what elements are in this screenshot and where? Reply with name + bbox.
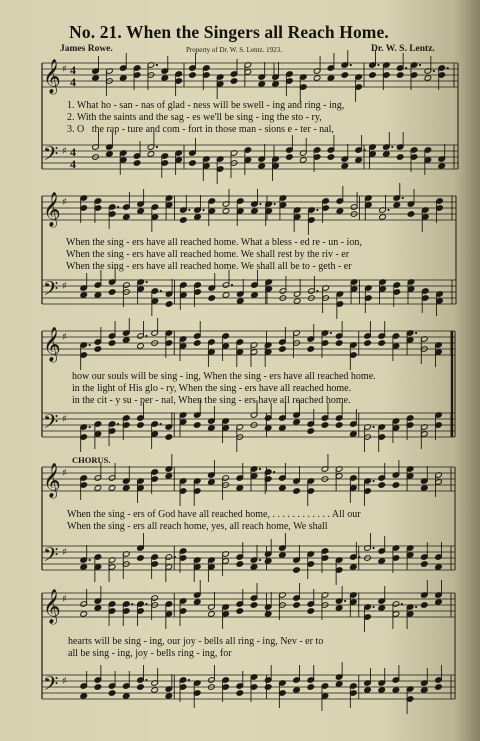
lyricist-credit: James Rowe. <box>60 44 113 54</box>
key-signature-sharp: ♯ <box>62 594 67 605</box>
note-head <box>393 202 401 209</box>
note-head <box>396 72 404 79</box>
note-head <box>279 346 287 353</box>
note-head <box>364 687 372 694</box>
note-head <box>327 75 335 82</box>
note-head <box>133 160 141 167</box>
note-head <box>108 485 116 492</box>
note-head <box>137 422 145 429</box>
lyric-chorus-line2-bass: all be sing - ing, joy - bells ring - ing, for <box>68 648 232 659</box>
dot <box>433 70 435 72</box>
note-head <box>147 151 155 158</box>
note-head <box>161 75 169 82</box>
note-head <box>137 343 145 350</box>
lyric-verse3-line1: 3. O the rap - ture and com - fort in those man - sions e - ter - nal, <box>67 124 334 135</box>
note-head <box>420 687 428 694</box>
note-head <box>208 295 216 302</box>
note-head <box>335 605 343 612</box>
note-head <box>378 482 386 489</box>
note-head <box>293 419 301 426</box>
copyright-notice: Property of Dr. W. S. Lentz. 1923. <box>186 46 282 54</box>
key-signature-sharp: ♯ <box>62 281 67 292</box>
note-head <box>341 163 349 170</box>
lyric-chorus-line1-bass: When the sing - ers all reach home, yes, all reach home, We shall <box>67 521 328 532</box>
note-head <box>383 151 391 158</box>
dot <box>259 468 261 470</box>
note-head <box>193 340 201 347</box>
dot <box>146 281 148 283</box>
note-head <box>137 684 145 691</box>
note-head <box>435 564 443 571</box>
note-head <box>80 564 88 571</box>
key-signature-sharp: ♯ <box>62 468 67 479</box>
dot <box>89 344 91 346</box>
lyric-verse1-line3: how our souls will be sing - ing, When the sing - ers have all reached home. <box>72 371 376 382</box>
note-head <box>307 608 315 615</box>
key-signature-sharp: ♯ <box>62 676 67 687</box>
dot <box>160 290 162 292</box>
note-head <box>378 687 386 694</box>
note-head <box>299 157 307 164</box>
lyric-verse2-line1: 2. With the saints and the sag - es we'll be sing - ing the sto - ry, <box>67 112 322 123</box>
dot <box>89 559 91 561</box>
note-head <box>137 555 145 562</box>
note-head <box>264 684 272 691</box>
note-head <box>165 301 173 308</box>
chorus-label: CHORUS. <box>72 455 111 465</box>
time-signature: 4 <box>70 75 76 89</box>
note-head <box>108 340 116 347</box>
note-head <box>321 422 329 429</box>
treble-clef: 𝄞 <box>43 59 61 94</box>
dot <box>402 197 404 199</box>
note-head <box>364 340 372 347</box>
note-head <box>279 552 287 559</box>
note-head <box>165 434 173 441</box>
note-head <box>307 684 315 691</box>
dot <box>89 426 91 428</box>
lyric-chorus-line2-treble: hearts will be sing - ing, our joy - bells all ring - ing, Nev - er to <box>68 636 324 647</box>
dot <box>145 679 147 681</box>
dot <box>405 67 407 69</box>
dot <box>117 206 119 208</box>
note-head <box>341 72 349 79</box>
dot <box>372 426 374 428</box>
note-head <box>435 599 443 606</box>
note-head <box>392 482 400 489</box>
note-head <box>208 611 216 618</box>
note-head <box>151 687 159 694</box>
note-head <box>407 211 415 218</box>
note-head <box>420 602 428 609</box>
note-head <box>378 340 386 347</box>
note-head <box>335 681 343 688</box>
bass-clef: 𝄢 <box>43 277 59 305</box>
dot <box>259 559 261 561</box>
note-head <box>272 81 280 88</box>
dot <box>344 600 346 602</box>
note-head <box>424 75 432 82</box>
note-head <box>208 479 216 486</box>
note-head <box>336 208 344 215</box>
note-head <box>94 684 102 691</box>
dot <box>372 606 374 608</box>
lyric-verse2-line2: When the sing - ers have all reached home. We shall rest by the riv - er <box>66 249 350 260</box>
note-head <box>335 340 343 347</box>
dot <box>202 209 204 211</box>
note-head <box>236 561 244 568</box>
dot <box>316 209 318 211</box>
bass-clef: 𝄢 <box>43 410 59 438</box>
treble-clef: 𝄞 <box>43 463 61 498</box>
note-head <box>94 346 102 353</box>
note-head <box>350 564 358 571</box>
note-head <box>258 81 266 88</box>
note-head <box>327 154 335 161</box>
note-head <box>236 298 244 305</box>
lyric-chorus-line1-treble: When the sing - ers of God have all reached home, . . . . . . . . . . . . All our <box>67 509 361 520</box>
dot <box>377 64 379 66</box>
note-head <box>119 75 127 82</box>
note-head <box>279 425 287 432</box>
dot <box>131 603 133 605</box>
note-head <box>193 599 201 606</box>
key-signature-sharp: ♯ <box>62 146 67 157</box>
note-head <box>279 485 287 492</box>
dot <box>188 209 190 211</box>
note-head <box>230 78 238 85</box>
note-head <box>293 602 301 609</box>
treble-clef: 𝄞 <box>43 327 61 362</box>
note-head <box>92 75 100 82</box>
dot <box>419 64 421 66</box>
treble-clef: 𝄞 <box>43 589 61 624</box>
treble-clef: 𝄞 <box>43 192 61 227</box>
bass-clef: 𝄢 <box>43 142 59 170</box>
note-head <box>94 605 102 612</box>
note-head <box>378 605 386 612</box>
note-head <box>208 425 216 432</box>
note-head <box>264 425 272 432</box>
note-head <box>250 602 258 609</box>
dot <box>160 423 162 425</box>
note-head <box>108 289 116 296</box>
dot <box>415 606 417 608</box>
note-head <box>435 684 443 691</box>
bass-clef: 𝄢 <box>43 543 59 571</box>
dot <box>145 335 147 337</box>
dot <box>316 290 318 292</box>
note-head <box>251 292 259 299</box>
note-head <box>313 75 321 82</box>
note-head <box>293 488 301 495</box>
note-head <box>236 608 244 615</box>
note-head <box>379 214 387 221</box>
lyric-verse1-line2: When the sing - ers have all reached home. What a bless - ed re - un - ion, <box>66 237 362 248</box>
note-head <box>258 163 266 170</box>
note-head <box>137 208 145 215</box>
note-head <box>264 611 272 618</box>
hymn-title: No. 21. When the Singers all Reach Home. <box>69 22 389 42</box>
time-signature: 4 <box>70 145 76 159</box>
dot <box>156 146 158 148</box>
note-head <box>236 485 244 492</box>
dot <box>401 603 403 605</box>
note-head <box>420 485 428 492</box>
note-head <box>108 690 116 697</box>
note-head <box>420 561 428 568</box>
note-head <box>122 485 130 492</box>
dot <box>350 64 352 66</box>
note-head <box>396 154 404 161</box>
key-signature-sharp: ♯ <box>62 64 67 75</box>
note-head <box>293 687 301 694</box>
note-head <box>378 558 386 565</box>
note-head <box>189 72 197 79</box>
note-head <box>165 473 173 480</box>
lyric-verse1-line1: 1. What ho - san - nas of glad - ness will be swell - ing and ring - ing, <box>67 100 345 111</box>
key-signature-sharp: ♯ <box>62 547 67 558</box>
lyric-verse3-line2: When the sing - ers have all reached home. We shall all be to - geth - er <box>66 261 352 272</box>
dot <box>387 209 389 211</box>
note-head <box>80 693 88 700</box>
dot <box>372 547 374 549</box>
note-head <box>194 214 202 221</box>
lyric-verse3-line3: in the cit - y su - per - nal, When the sing - ers have all reached home. <box>72 395 351 406</box>
dot <box>274 203 276 205</box>
note-head <box>123 214 131 221</box>
note-head <box>94 485 102 492</box>
note-head <box>307 346 315 353</box>
note-head <box>286 154 294 161</box>
note-head <box>350 431 358 438</box>
time-signature: 4 <box>70 157 76 171</box>
time-signature: 4 <box>70 63 76 77</box>
dot <box>145 603 147 605</box>
lyric-verse2-line3: in the light of His glo - ry, When the sing - ers have all reached home. <box>72 383 352 394</box>
note-head <box>293 298 301 305</box>
dot <box>273 471 275 473</box>
note-head <box>80 292 88 299</box>
dot <box>259 203 261 205</box>
key-signature-sharp: ♯ <box>62 414 67 425</box>
note-head <box>369 72 377 79</box>
note-head <box>80 611 88 618</box>
key-signature-sharp: ♯ <box>62 197 67 208</box>
note-head <box>438 163 446 170</box>
note-head <box>392 687 400 694</box>
dot <box>372 480 374 482</box>
note-head <box>165 693 173 700</box>
note-head <box>122 693 130 700</box>
dot <box>188 679 190 681</box>
note-head <box>222 208 230 215</box>
bass-clef: 𝄢 <box>43 672 59 700</box>
note-head <box>335 422 343 429</box>
note-head <box>307 428 315 435</box>
dot <box>231 284 233 286</box>
composer-credit: Dr. W. S. Lentz. <box>371 44 435 54</box>
note-head <box>106 151 114 158</box>
dot <box>156 64 158 66</box>
note-head <box>355 157 363 164</box>
note-head <box>94 292 102 299</box>
note-head <box>122 337 130 344</box>
note-head <box>193 422 201 429</box>
note-head <box>189 160 197 167</box>
note-head <box>264 558 272 565</box>
note-head <box>222 292 230 299</box>
dot <box>391 146 393 148</box>
note-head <box>250 564 258 571</box>
dot <box>415 332 417 334</box>
dot <box>117 423 119 425</box>
dot <box>447 67 449 69</box>
note-head <box>293 567 301 574</box>
dot <box>330 332 332 334</box>
note-head <box>236 690 244 697</box>
note-head <box>251 208 259 215</box>
key-signature-sharp: ♯ <box>62 332 67 343</box>
note-head <box>180 217 188 224</box>
